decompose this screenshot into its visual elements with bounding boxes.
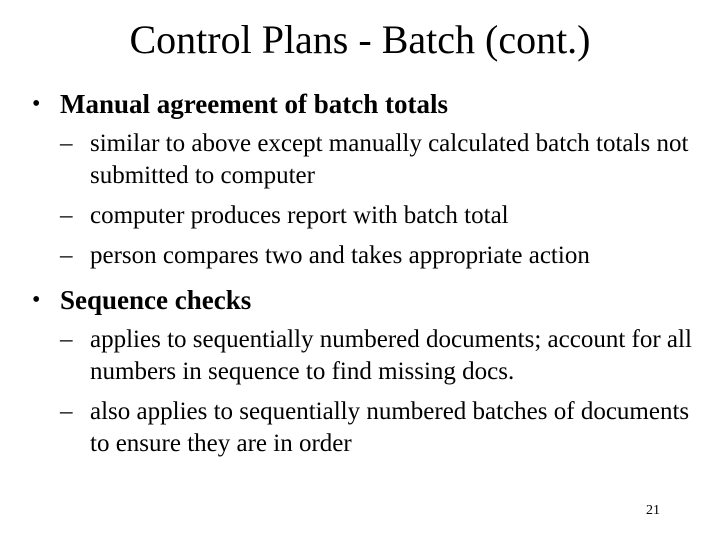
sub-list [60,128,700,272]
sub-item [60,200,700,232]
dash-icon: – [60,398,73,425]
bullet-icon: • [32,287,41,313]
sub-item [60,128,700,192]
bullet-icon: • [32,91,41,117]
sub-item-text: also applies to sequentially numbered batches of documents to ensure they are in order [90,398,690,457]
sub-item-text: applies to sequentially numbered documents; account for all numbers in sequence to find missing docs. [90,326,692,385]
sub-item [60,324,700,388]
dash-icon: – [60,242,73,269]
bullet-list [30,84,700,468]
sub-item-text: person compares two and takes appropriate action [90,242,590,269]
bullet-manual-agreement [30,84,700,272]
bullet-sequence-checks [30,280,700,460]
sub-item [60,240,700,272]
sub-list [60,324,700,460]
dash-icon: – [60,326,73,353]
dash-icon: – [60,202,73,229]
sub-item-text: similar to above except manually calculated batch totals not submitted to computer [90,130,689,189]
sub-item [60,396,700,460]
dash-icon: – [60,130,73,157]
page-number: 21 [646,503,660,518]
sub-item-text: computer produces report with batch total [90,202,509,229]
bullet-heading: Sequence checks [60,285,252,315]
slide-title: Control Plans - Batch (cont.) [129,17,591,62]
bullet-heading: Manual agreement of batch totals [60,89,448,119]
